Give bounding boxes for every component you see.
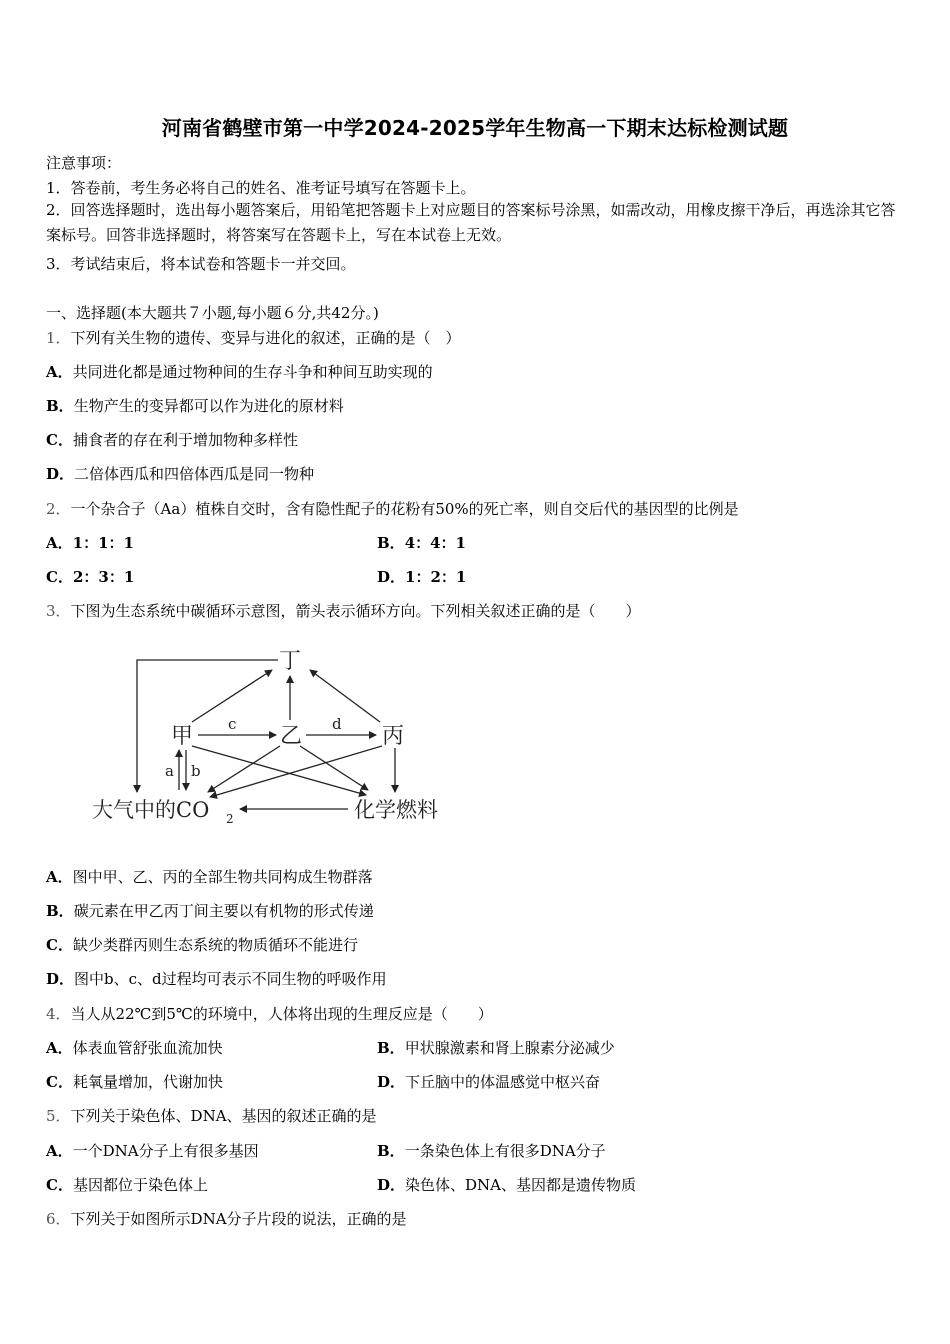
node-bing: 丙 (381, 724, 405, 749)
option-1c: C．捕食者的存在利于增加物种多样性 (46, 431, 298, 449)
node-fuel: 化学燃料 (354, 798, 438, 822)
option-2b: B．4：4：1 (377, 534, 466, 552)
question-4 (46, 1003, 493, 1024)
option-5d: D．染色体、DNA、基因都是遗传物质 (377, 1176, 637, 1194)
question-number: 5． (46, 1107, 71, 1125)
question-1 (46, 327, 461, 348)
question-5 (46, 1105, 377, 1126)
arrow-jia-fuel (192, 746, 366, 795)
question-number: 4． (46, 1005, 71, 1023)
node-jia: 甲 (170, 724, 194, 749)
question-3 (46, 600, 641, 621)
node-co2: 大气中的CO (92, 798, 210, 822)
question-text: 下图为生态系统中碳循环示意图，箭头表示循环方向。下列相关叙述正确的是（ ） (70, 602, 641, 620)
question-6 (46, 1208, 407, 1229)
option-3c: C．缺少类群丙则生态系统的物质循环不能进行 (46, 936, 358, 954)
question-number: 1． (46, 329, 71, 347)
question-text: 下列有关生物的遗传、变异与进化的叙述，正确的是（ ） (70, 329, 461, 347)
option-4a: A．体表血管舒张血流加快 (46, 1039, 223, 1057)
question-number: 6． (46, 1210, 71, 1228)
notice-item-3: 3．考试结束后，将本试卷和答题卡一并交回。 (46, 255, 356, 273)
arrow-bing-co2 (210, 746, 382, 797)
option-4b: B．甲状腺激素和肾上腺素分泌减少 (377, 1039, 615, 1057)
option-2c: C．2：3：1 (46, 568, 135, 586)
option-4c: C．耗氧量增加，代谢加快 (46, 1073, 223, 1091)
question-text: 一个杂合子（Aa）植株自交时，含有隐性配子的花粉有50%的死亡率，则自交后代的基因型的比例是 (70, 500, 739, 518)
question-text: 当人从22℃到5℃的环境中，人体将出现的生理反应是（ ） (70, 1005, 493, 1023)
option-1d: D．二倍体西瓜和四倍体西瓜是同一物种 (46, 465, 315, 483)
option-3d: D．图中b、c、d过程均可表示不同生物的呼吸作用 (46, 970, 387, 988)
label-d: d (332, 715, 342, 733)
notice-heading: 注意事项： (46, 154, 122, 172)
node-yi: 乙 (279, 724, 303, 749)
notice-item-2: 2．回答选择题时，选出每小题答案后，用铅笔把答题卡上对应题目的答案标号涂黑，如需改动，用橡皮擦干净后，再选涂其它答案标号。回答非选择题时，将答案写在答题卡上，写在本试卷上无效。 (46, 201, 896, 244)
option-1b: B．生物产生的变异都可以作为进化的原材料 (46, 397, 344, 415)
option-3b: B．碳元素在甲乙丙丁间主要以有机物的形式传递 (46, 902, 374, 920)
option-4d: D．下丘脑中的体温感觉中枢兴奋 (377, 1073, 601, 1091)
option-2d: D．1：2：1 (377, 568, 467, 586)
label-b: b (191, 762, 201, 780)
notice-item-1: 1．答卷前，考生务必将自己的姓名、准考证号填写在答题卡上。 (46, 179, 476, 197)
option-5c: C．基因都位于染色体上 (46, 1176, 208, 1194)
question-number: 2． (46, 500, 71, 518)
node-co2-subscript: 2 (226, 812, 234, 826)
question-2 (46, 498, 739, 519)
option-5b: B．一条染色体上有很多DNA分子 (377, 1142, 606, 1160)
section-heading: 一、选择题(本大题共７小题,每小题６分,共42分。) (46, 304, 379, 322)
node-ding: 丁 (278, 649, 302, 674)
question-number: 3． (46, 602, 71, 620)
option-3a: A．图中甲、乙、丙的全部生物共同构成生物群落 (46, 868, 373, 886)
label-c: c (228, 715, 237, 733)
option-5a: A．一个DNA分子上有很多基因 (46, 1142, 259, 1160)
page-title: 河南省鹤壁市第一中学2024-2025学年生物高一下期末达标检测试题 (161, 116, 789, 140)
question-text: 下列关于如图所示DNA分子片段的说法，正确的是 (70, 1210, 407, 1228)
option-2a: A．1：1：1 (46, 534, 134, 552)
question-text: 下列关于染色体、DNA、基因的叙述正确的是 (70, 1107, 377, 1125)
option-1a: A．共同进化都是通过物种间的生存斗争和种间互助实现的 (46, 363, 433, 381)
label-a: a (165, 762, 174, 780)
arrow-bing-ding (310, 670, 380, 722)
carbon-cycle-diagram (80, 640, 480, 840)
